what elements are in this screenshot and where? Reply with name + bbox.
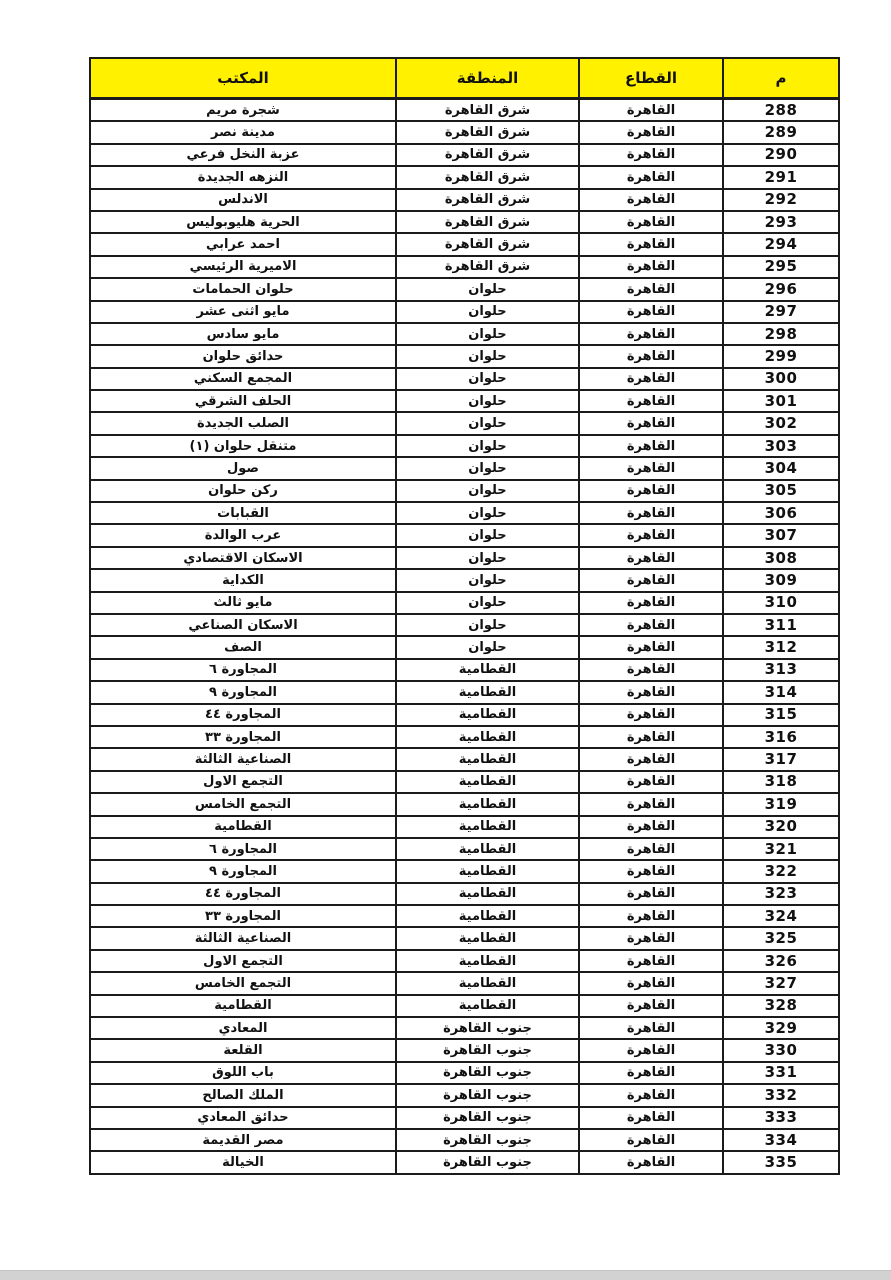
table-row: [90, 860, 839, 882]
cell-number: 305: [723, 480, 839, 502]
table-row: [90, 704, 839, 726]
cell-number: 302: [723, 412, 839, 434]
cell-office: الكداية: [90, 569, 396, 591]
cell-region: حلوان: [396, 524, 579, 546]
cell-office: ركن حلوان: [90, 480, 396, 502]
table-row: [90, 390, 839, 412]
cell-number: 332: [723, 1084, 839, 1106]
cell-sector: القاهرة: [579, 233, 723, 255]
cell-sector: القاهرة: [579, 211, 723, 233]
header-cell-region: المنطقة: [396, 58, 579, 99]
table-row: [90, 256, 839, 278]
cell-region: القطامية: [396, 927, 579, 949]
table-row: [90, 1107, 839, 1129]
cell-region: جنوب القاهرة: [396, 1017, 579, 1039]
cell-sector: القاهرة: [579, 368, 723, 390]
cell-sector: القاهرة: [579, 524, 723, 546]
cell-number: 335: [723, 1151, 839, 1173]
cell-office: الخيالة: [90, 1151, 396, 1173]
cell-sector: القاهرة: [579, 301, 723, 323]
cell-number: 289: [723, 121, 839, 143]
cell-region: حلوان: [396, 457, 579, 479]
table-row: [90, 995, 839, 1017]
cell-sector: القاهرة: [579, 121, 723, 143]
cell-office: المجاورة ٣٣: [90, 905, 396, 927]
cell-number: 313: [723, 659, 839, 681]
cell-number: 326: [723, 950, 839, 972]
cell-region: جنوب القاهرة: [396, 1107, 579, 1129]
cell-region: جنوب القاهرة: [396, 1062, 579, 1084]
table-row: [90, 816, 839, 838]
cell-number: 292: [723, 189, 839, 211]
table-row: [90, 368, 839, 390]
cell-sector: القاهرة: [579, 1129, 723, 1151]
cell-sector: القاهرة: [579, 323, 723, 345]
cell-region: القطامية: [396, 659, 579, 681]
cell-number: 319: [723, 793, 839, 815]
cell-office: المجاورة ٤٤: [90, 883, 396, 905]
cell-region: جنوب القاهرة: [396, 1129, 579, 1151]
cell-sector: القاهرة: [579, 995, 723, 1017]
cell-region: القطامية: [396, 860, 579, 882]
cell-number: 334: [723, 1129, 839, 1151]
cell-office: الصناعية الثالثة: [90, 748, 396, 770]
cell-region: شرق القاهرة: [396, 233, 579, 255]
cell-number: 323: [723, 883, 839, 905]
cell-number: 311: [723, 614, 839, 636]
cell-sector: القاهرة: [579, 457, 723, 479]
cell-sector: القاهرة: [579, 972, 723, 994]
table-row: [90, 189, 839, 211]
cell-sector: القاهرة: [579, 480, 723, 502]
cell-office: مدينة نصر: [90, 121, 396, 143]
cell-region: حلوان: [396, 636, 579, 658]
table-row: [90, 524, 839, 546]
cell-office: المجاورة ٤٤: [90, 704, 396, 726]
cell-office: الاندلس: [90, 189, 396, 211]
cell-number: 309: [723, 569, 839, 591]
cell-region: حلوان: [396, 368, 579, 390]
cell-office: المجاورة ٣٣: [90, 726, 396, 748]
table-row: [90, 457, 839, 479]
cell-office: المجاورة ٩: [90, 681, 396, 703]
cell-office: باب اللوق: [90, 1062, 396, 1084]
cell-number: 320: [723, 816, 839, 838]
table-row: [90, 480, 839, 502]
table-row: [90, 323, 839, 345]
cell-region: شرق القاهرة: [396, 189, 579, 211]
table-row: [90, 793, 839, 815]
cell-sector: القاهرة: [579, 726, 723, 748]
cell-sector: القاهرة: [579, 592, 723, 614]
table-row: [90, 771, 839, 793]
cell-number: 298: [723, 323, 839, 345]
table-row: [90, 99, 839, 122]
cell-sector: القاهرة: [579, 1151, 723, 1173]
cell-sector: القاهرة: [579, 502, 723, 524]
cell-region: حلوان: [396, 502, 579, 524]
header-cell-sector: القطاع: [579, 58, 723, 99]
cell-office: الحرية هليوبوليس: [90, 211, 396, 233]
cell-region: حلوان: [396, 480, 579, 502]
cell-region: القطامية: [396, 771, 579, 793]
table-row: [90, 927, 839, 949]
table-row: [90, 748, 839, 770]
offices-table: [89, 57, 840, 1175]
cell-sector: القاهرة: [579, 636, 723, 658]
cell-number: 300: [723, 368, 839, 390]
table-row: [90, 121, 839, 143]
cell-region: شرق القاهرة: [396, 121, 579, 143]
cell-sector: القاهرة: [579, 793, 723, 815]
cell-number: 308: [723, 547, 839, 569]
cell-number: 328: [723, 995, 839, 1017]
cell-number: 310: [723, 592, 839, 614]
table-row: [90, 905, 839, 927]
cell-number: 303: [723, 435, 839, 457]
cell-number: 322: [723, 860, 839, 882]
cell-sector: القاهرة: [579, 278, 723, 300]
table-row: [90, 1039, 839, 1061]
cell-region: القطامية: [396, 838, 579, 860]
cell-region: القطامية: [396, 950, 579, 972]
cell-office: الصناعية الثالثة: [90, 927, 396, 949]
cell-number: 329: [723, 1017, 839, 1039]
cell-number: 301: [723, 390, 839, 412]
cell-office: المجاورة ٦: [90, 838, 396, 860]
cell-office: مايو ثالث: [90, 592, 396, 614]
table-row: [90, 547, 839, 569]
cell-region: القطامية: [396, 905, 579, 927]
cell-office: المعادي: [90, 1017, 396, 1039]
cell-number: 331: [723, 1062, 839, 1084]
cell-sector: القاهرة: [579, 748, 723, 770]
cell-number: 327: [723, 972, 839, 994]
cell-sector: القاهرة: [579, 838, 723, 860]
cell-sector: القاهرة: [579, 189, 723, 211]
table-row: [90, 301, 839, 323]
cell-office: القطامية: [90, 995, 396, 1017]
cell-office: الاسكان الاقتصادي: [90, 547, 396, 569]
cell-region: حلوان: [396, 614, 579, 636]
cell-number: 314: [723, 681, 839, 703]
cell-region: حلوان: [396, 278, 579, 300]
cell-sector: القاهرة: [579, 547, 723, 569]
cell-region: حلوان: [396, 547, 579, 569]
table-row: [90, 592, 839, 614]
cell-office: شجرة مريم: [90, 99, 396, 122]
table-row: [90, 166, 839, 188]
cell-office: مايو اثنى عشر: [90, 301, 396, 323]
cell-region: حلوان: [396, 435, 579, 457]
cell-number: 307: [723, 524, 839, 546]
cell-number: 291: [723, 166, 839, 188]
table-row: [90, 233, 839, 255]
cell-region: شرق القاهرة: [396, 211, 579, 233]
cell-sector: القاهرة: [579, 390, 723, 412]
cell-region: جنوب القاهرة: [396, 1039, 579, 1061]
cell-sector: القاهرة: [579, 412, 723, 434]
table-row: [90, 950, 839, 972]
table-row: [90, 614, 839, 636]
table-row: [90, 838, 839, 860]
table-row: [90, 502, 839, 524]
cell-region: القطامية: [396, 995, 579, 1017]
cell-sector: القاهرة: [579, 345, 723, 367]
header-row: [90, 58, 839, 99]
table-row: [90, 569, 839, 591]
cell-office: الاميرية الرئيسي: [90, 256, 396, 278]
cell-office: التجمع الخامس: [90, 972, 396, 994]
cell-office: متنقل حلوان (١): [90, 435, 396, 457]
cell-number: 315: [723, 704, 839, 726]
cell-number: 304: [723, 457, 839, 479]
cell-sector: القاهرة: [579, 883, 723, 905]
cell-region: القطامية: [396, 793, 579, 815]
cell-number: 295: [723, 256, 839, 278]
cell-office: الاسكان الصناعي: [90, 614, 396, 636]
cell-region: القطامية: [396, 704, 579, 726]
cell-region: شرق القاهرة: [396, 256, 579, 278]
table-row: [90, 726, 839, 748]
cell-number: 317: [723, 748, 839, 770]
cell-region: حلوان: [396, 323, 579, 345]
cell-number: 296: [723, 278, 839, 300]
table-row: [90, 412, 839, 434]
cell-number: 316: [723, 726, 839, 748]
cell-region: القطامية: [396, 883, 579, 905]
cell-region: شرق القاهرة: [396, 166, 579, 188]
cell-office: الصف: [90, 636, 396, 658]
cell-region: جنوب القاهرة: [396, 1151, 579, 1173]
cell-sector: القاهرة: [579, 771, 723, 793]
cell-sector: القاهرة: [579, 950, 723, 972]
cell-region: حلوان: [396, 569, 579, 591]
cell-sector: القاهرة: [579, 659, 723, 681]
cell-sector: القاهرة: [579, 927, 723, 949]
cell-number: 288: [723, 99, 839, 122]
cell-office: التجمع الخامس: [90, 793, 396, 815]
cell-sector: القاهرة: [579, 1017, 723, 1039]
cell-number: 321: [723, 838, 839, 860]
cell-office: القلعة: [90, 1039, 396, 1061]
cell-sector: القاهرة: [579, 614, 723, 636]
cell-office: صول: [90, 457, 396, 479]
cell-region: حلوان: [396, 412, 579, 434]
cell-number: 330: [723, 1039, 839, 1061]
cell-office: احمد عرابي: [90, 233, 396, 255]
cell-office: حلوان الحمامات: [90, 278, 396, 300]
cell-sector: القاهرة: [579, 256, 723, 278]
cell-sector: القاهرة: [579, 1084, 723, 1106]
cell-office: الصلب الجديدة: [90, 412, 396, 434]
cell-region: القطامية: [396, 726, 579, 748]
cell-sector: القاهرة: [579, 1062, 723, 1084]
cell-office: مايو سادس: [90, 323, 396, 345]
table-row: [90, 636, 839, 658]
cell-sector: القاهرة: [579, 569, 723, 591]
cell-office: الملك الصالح: [90, 1084, 396, 1106]
table-row: [90, 1151, 839, 1173]
cell-region: حلوان: [396, 301, 579, 323]
cell-number: 324: [723, 905, 839, 927]
cell-office: عزبة النخل فرعي: [90, 144, 396, 166]
cell-office: النزهه الجديدة: [90, 166, 396, 188]
cell-region: حلوان: [396, 592, 579, 614]
cell-office: التجمع الاول: [90, 771, 396, 793]
cell-number: 333: [723, 1107, 839, 1129]
table-row: [90, 278, 839, 300]
cell-office: المجاورة ٦: [90, 659, 396, 681]
table-row: [90, 144, 839, 166]
table-row: [90, 1084, 839, 1106]
cell-office: حدائق حلوان: [90, 345, 396, 367]
cell-region: جنوب القاهرة: [396, 1084, 579, 1106]
cell-sector: القاهرة: [579, 860, 723, 882]
header-cell-number: م: [723, 58, 839, 99]
cell-region: القطامية: [396, 681, 579, 703]
cell-region: القطامية: [396, 748, 579, 770]
cell-sector: القاهرة: [579, 99, 723, 122]
table-row: [90, 211, 839, 233]
cell-number: 290: [723, 144, 839, 166]
cell-number: 297: [723, 301, 839, 323]
cell-office: حدائق المعادي: [90, 1107, 396, 1129]
cell-number: 325: [723, 927, 839, 949]
table-row: [90, 345, 839, 367]
cell-number: 294: [723, 233, 839, 255]
table-row: [90, 681, 839, 703]
cell-sector: القاهرة: [579, 816, 723, 838]
cell-office: عرب الوالدة: [90, 524, 396, 546]
cell-number: 299: [723, 345, 839, 367]
cell-region: شرق القاهرة: [396, 144, 579, 166]
cell-region: حلوان: [396, 345, 579, 367]
cell-number: 312: [723, 636, 839, 658]
cell-office: القطامية: [90, 816, 396, 838]
table-row: [90, 435, 839, 457]
cell-sector: القاهرة: [579, 1107, 723, 1129]
table-row: [90, 1062, 839, 1084]
cell-office: المجمع السكني: [90, 368, 396, 390]
cell-sector: القاهرة: [579, 166, 723, 188]
cell-office: المجاورة ٩: [90, 860, 396, 882]
table-row: [90, 972, 839, 994]
cell-sector: القاهرة: [579, 704, 723, 726]
cell-region: شرق القاهرة: [396, 99, 579, 122]
cell-number: 293: [723, 211, 839, 233]
table-row: [90, 659, 839, 681]
cell-office: مصر القديمة: [90, 1129, 396, 1151]
bottom-scroll-strip: [0, 1270, 891, 1280]
table-row: [90, 883, 839, 905]
cell-office: القبابات: [90, 502, 396, 524]
cell-sector: القاهرة: [579, 435, 723, 457]
cell-region: القطامية: [396, 972, 579, 994]
cell-sector: القاهرة: [579, 905, 723, 927]
cell-region: حلوان: [396, 390, 579, 412]
table-row: [90, 1129, 839, 1151]
header-cell-office: المكتب: [90, 58, 396, 99]
cell-number: 306: [723, 502, 839, 524]
table-row: [90, 1017, 839, 1039]
cell-region: القطامية: [396, 816, 579, 838]
cell-sector: القاهرة: [579, 144, 723, 166]
cell-sector: القاهرة: [579, 681, 723, 703]
cell-office: الحلف الشرقي: [90, 390, 396, 412]
cell-sector: القاهرة: [579, 1039, 723, 1061]
cell-number: 318: [723, 771, 839, 793]
cell-office: التجمع الاول: [90, 950, 396, 972]
